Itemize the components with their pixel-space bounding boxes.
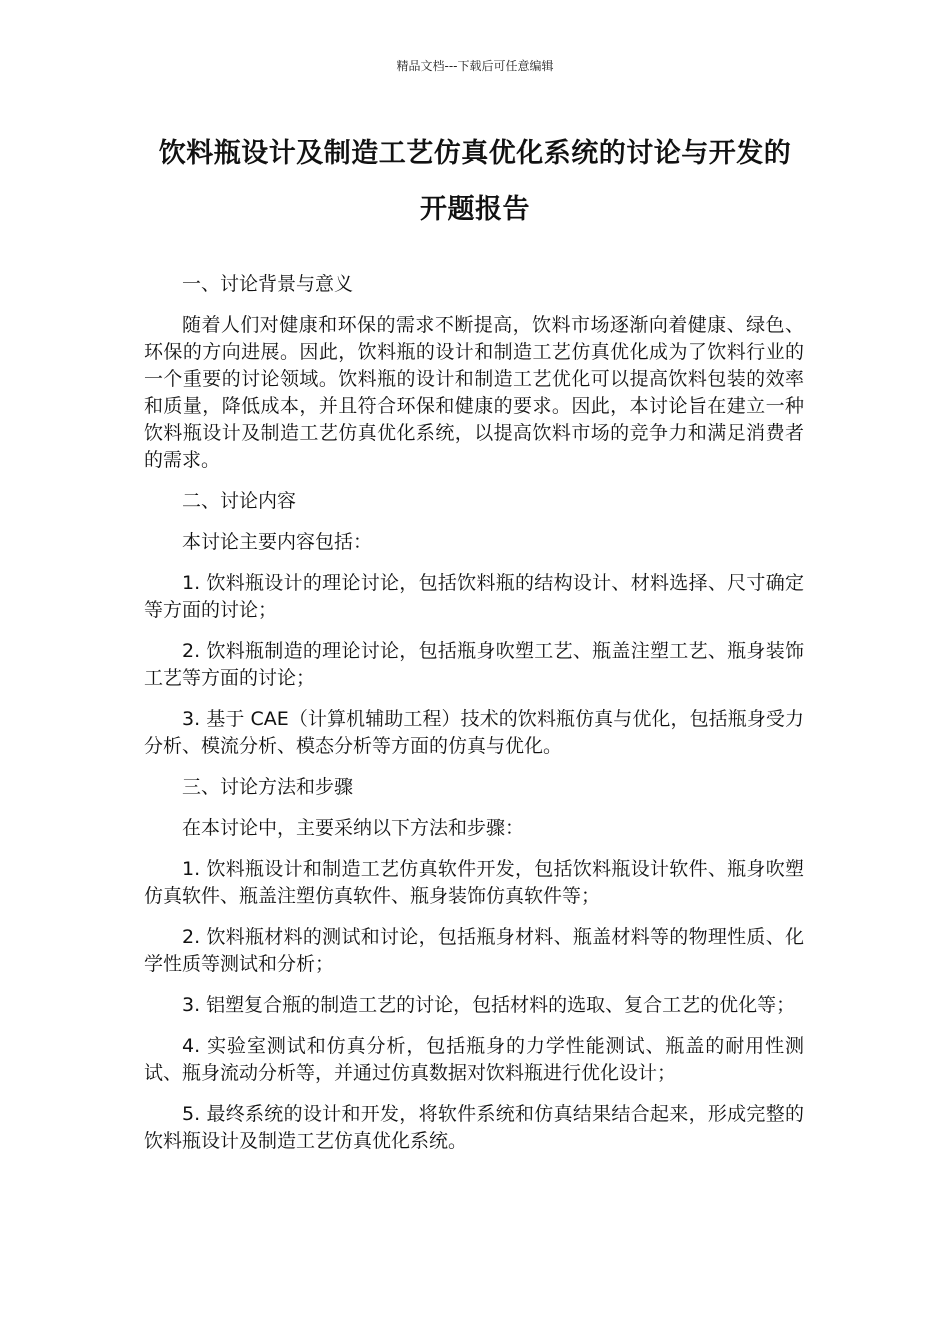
list-item-content-2: 2. 饮料瓶制造的理论讨论，包括瓶身吹塑工艺、瓶盖注塑工艺、瓶身装饰工艺等方面的讨论； [144,640,804,689]
paragraph-background: 随着人们对健康和环保的需求不断提高，饮料市场逐渐向着健康、绿色、环保的方向进展。因此，饮料瓶的设计和制造工艺仿真优化成为了饮料行业的一个重要的讨论领域。饮料瓶的设计和制造工艺优化可以提高饮料包装的效率和质量，降低成本，并且符合环保和健康的要求。因此，本讨论旨在建立一种饮料瓶设计及制造工艺仿真优化系统，以提高饮料市场的竞争力和满足消费者的需求。 [144,314,804,471]
paragraph-methods-intro: 在本讨论中，主要采纳以下方法和步骤： [182,817,525,839]
list-item-content-3: 3. 基于 CAE（计算机辅助工程）技术的饮料瓶仿真与优化，包括瓶身受力分析、模流分析、模态分析等方面的仿真与优化。 [144,708,804,757]
list-item-methods-3: 3. 铝塑复合瓶的制造工艺的讨论，包括材料的选取、复合工艺的优化等； [182,994,796,1016]
document-title-line-1: 饮料瓶设计及制造工艺仿真优化系统的讨论与开发的 [158,138,792,169]
list-item-methods-2: 2. 饮料瓶材料的测试和讨论，包括瓶身材料、瓶盖材料等的物理性质、化学性质等测试和分析； [144,926,804,975]
section-heading-methods: 三、讨论方法和步骤 [182,776,354,798]
list-item-methods-1: 1. 饮料瓶设计和制造工艺仿真软件开发，包括饮料瓶设计软件、瓶身吹塑仿真软件、瓶盖注塑仿真软件、瓶身装饰仿真软件等； [144,858,804,907]
document-body [144,271,804,1169]
list-item-methods-4: 4. 实验室测试和仿真分析，包括瓶身的力学性能测试、瓶盖的耐用性测试、瓶身流动分析等，并通过仿真数据对饮料瓶进行优化设计； [144,1035,804,1084]
list-item-content-1: 1. 饮料瓶设计的理论讨论，包括饮料瓶的结构设计、材料选择、尺寸确定等方面的讨论； [144,572,804,621]
section-heading-content: 二、讨论内容 [182,490,297,512]
paragraph-content-intro: 本讨论主要内容包括： [182,531,373,553]
header-note: 精品文档---下载后可任意编辑 [396,59,554,73]
section-heading-background: 一、讨论背景与意义 [182,273,354,295]
list-item-methods-5: 5. 最终系统的设计和开发，将软件系统和仿真结果结合起来，形成完整的饮料瓶设计及制造工艺仿真优化系统。 [144,1103,804,1152]
document-title-line-2: 开题报告 [420,194,530,225]
